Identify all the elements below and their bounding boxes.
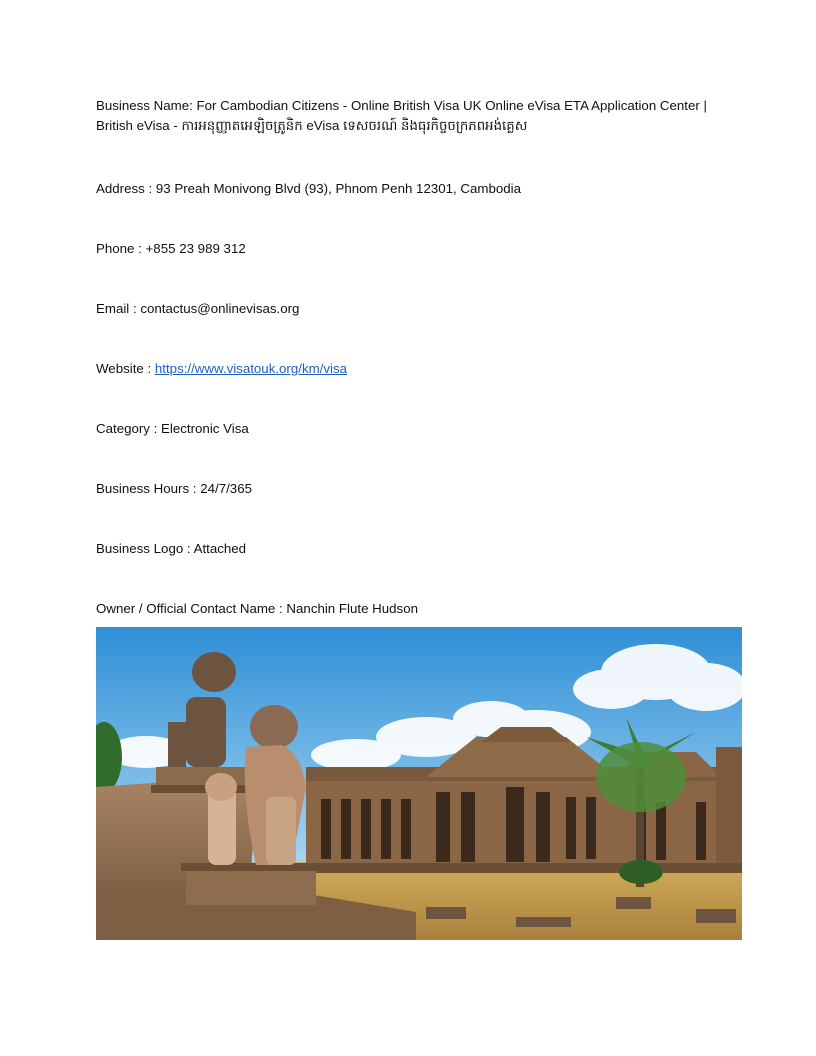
category-value: Electronic Visa (161, 421, 249, 436)
category-line (96, 419, 742, 438)
email-value: contactus@onlinevisas.org (140, 301, 300, 316)
logo-label: Business Logo : (96, 541, 191, 556)
temple-photo (96, 627, 742, 940)
website-link[interactable]: https://www.visatouk.org/km/visa (154, 361, 348, 376)
hours-line (96, 479, 742, 498)
hours-value: 24/7/365 (200, 481, 252, 496)
logo-value: Attached (193, 541, 247, 556)
email-label: Email : (96, 301, 137, 316)
website-line (96, 359, 742, 378)
phone-label: Phone : (96, 241, 142, 256)
website-label: Website : (96, 361, 152, 376)
business-name-line (96, 96, 742, 136)
owner-label: Owner / Official Contact Name : (96, 601, 283, 616)
business-name-label: Business Name: (96, 98, 193, 113)
temple-photo-illustration (96, 627, 742, 940)
owner-value: Nanchin Flute Hudson (286, 601, 418, 616)
address-label: Address : (96, 181, 153, 196)
phone-line (96, 239, 742, 258)
category-label: Category : (96, 421, 158, 436)
address-line (96, 179, 742, 198)
hours-label: Business Hours : (96, 481, 197, 496)
logo-line (96, 539, 742, 558)
phone-value: +855 23 989 312 (145, 241, 246, 256)
address-value: 93 Preah Monivong Blvd (93), Phnom Penh 12301, Cambodia (155, 181, 522, 196)
email-line (96, 299, 742, 318)
document-body (96, 96, 742, 618)
owner-line (96, 599, 742, 618)
business-name-value: For Cambodian Citizens - Online British Visa UK Online eVisa ETA Application Center | British eVisa - ការអនុញ្ញាតអេឡិចត្រូនិក eVisa ទេសចរណ៍ និងធុរកិច្ចចក្រភពអង់គ្លេស (96, 98, 707, 133)
